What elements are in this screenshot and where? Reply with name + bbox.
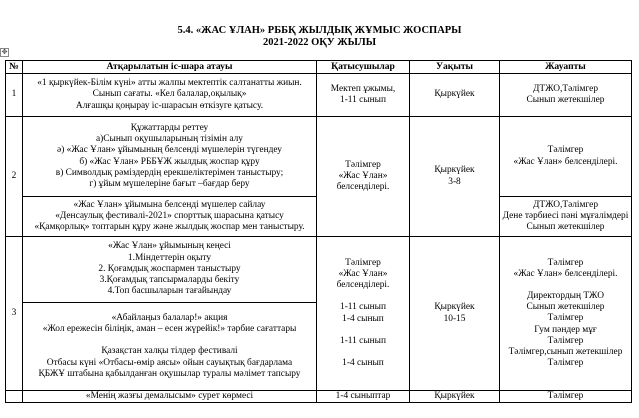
event-line: ҚБЖҰ штабына қабылданған оқушылар туралы мәлімет тапсыру <box>38 368 301 379</box>
responsible-line: Тәлімгер <box>547 335 584 346</box>
header-responsible: Жауапты <box>500 61 632 74</box>
participants-line: «Жас Ұлан» <box>338 268 388 279</box>
event-cell <box>23 74 317 117</box>
participants-line: Мектеп ұжымы, <box>330 83 396 94</box>
event-line: б) «Жас Ұлан» РББҰЖ жылдық жоспар құру <box>79 156 260 167</box>
responsible-line: Тәлімгер <box>547 358 584 369</box>
participants-line: Тәлімгер <box>345 257 381 268</box>
event-line: Қазақстан халқы тілдер фестивалі <box>101 346 238 357</box>
time-cell: Қыркүйек <box>410 391 500 403</box>
participants-line: Тәлімгер <box>345 159 381 170</box>
event-line: «Денсаулық фестивалі-2021» спорттық шарасына қатысу <box>55 210 284 221</box>
table-row <box>6 391 632 403</box>
participants-cell: 1-4 сыныптар <box>317 391 410 403</box>
table-row <box>6 237 632 303</box>
participants-cell <box>317 74 410 117</box>
responsible-line: Сынып жетекшілер <box>526 95 605 105</box>
header-number: № <box>6 61 23 74</box>
responsible-line: Тәлімгер,сынып жетекшілер <box>508 347 623 357</box>
responsible-cell <box>500 117 632 197</box>
event-line: «Қамқорлық» топтарын құру және жылдық жоспар мен таныстыру. <box>34 222 305 233</box>
document-subtitle: 2021-2022 ОҚУ ЖЫЛЫ <box>262 37 377 48</box>
participants-cell <box>317 237 410 391</box>
header-participants: Қатысушылар <box>317 61 410 74</box>
time-line: 3-8 <box>448 176 461 187</box>
row-number: 3 <box>6 237 23 391</box>
event-cell <box>23 197 317 237</box>
table-row <box>6 117 632 197</box>
table-row <box>6 74 632 117</box>
responsible-line: Сынып жетекшілер <box>526 302 605 313</box>
event-cell <box>23 303 317 391</box>
participants-line: 1-11 сынып <box>340 95 386 105</box>
event-cell <box>23 237 317 303</box>
event-line: «1 қыркүйек-Білім күні» атты жалпы мектептік салтанатты жиын. <box>37 78 302 89</box>
event-line: Отбасы күні «Отбасы-өмір аясы» ойын сауықтық бағдарлама <box>46 357 293 368</box>
responsible-cell <box>500 197 632 237</box>
event-cell <box>23 117 317 197</box>
responsible-cell <box>500 237 632 391</box>
header-event: Атқарылатын іс-шара атауы <box>23 61 317 74</box>
responsible-line: Тәлімгер <box>547 313 584 324</box>
event-line: 3.Қоғамдық тапсырмаларды бекіту <box>99 275 240 286</box>
event-line: 1.Міндеттерін оқыту <box>127 252 212 263</box>
time-cell <box>410 237 500 391</box>
participants-line: 1-11 сынып <box>340 335 386 346</box>
event-line: 4.Топ басшыларын тағайындау <box>107 286 232 297</box>
event-line: а)Сынып оқушыларының тізімін алу <box>96 134 243 145</box>
responsible-line: «Жас Ұлан» белсенділері. <box>513 156 618 167</box>
responsible-line: Дене тәрбиесі пәні мұғалімдері <box>502 210 629 221</box>
responsible-cell: Тәлімгер <box>500 391 632 403</box>
event-line: ә) «Жас Ұлан» ұйымының белсенді мүшелерін түгендеу <box>57 145 282 156</box>
participants-line: 1-4 сынып <box>342 358 384 368</box>
participants-line: 1-4 сынып <box>342 313 384 324</box>
responsible-line: Тәлімгер <box>547 257 584 268</box>
responsible-line: ДТЖО,Тәлімгер <box>532 199 599 210</box>
move-handle-icon[interactable]: ✥ <box>1 48 8 56</box>
time-line: Қыркүйек <box>434 165 475 176</box>
participants-line: белсенділері. <box>336 280 390 291</box>
time-cell: Қыркүйек <box>410 74 500 117</box>
header-time: Уақыты <box>410 61 500 74</box>
responsible-cell <box>500 74 632 117</box>
row-number: 2 <box>6 117 23 237</box>
responsible-line: ДТЖО,Тәлімгер <box>532 83 599 94</box>
event-line: 2. Қоғамдық жоспармен таныстыру <box>98 263 241 274</box>
responsible-line: Директордың ТЖО <box>526 290 604 301</box>
time-cell <box>410 117 500 237</box>
participants-cell <box>317 117 410 237</box>
event-line: Сынып сағаты. «Кел балалар,оқылық» <box>92 89 247 100</box>
event-line: «Жас Ұлан» ұйымына белсенді мүшелер сайлау <box>73 199 266 210</box>
plan-table <box>5 60 632 403</box>
responsible-line: Сынып жетекшілер <box>526 222 605 233</box>
responsible-line: Тәлімгер <box>547 145 584 156</box>
responsible-line: Гум пәндер мұғ <box>534 324 597 335</box>
event-line: «Жас Ұлан» ұйымының кеңесі <box>108 241 231 252</box>
event-line: в) Символдық рәміздердің ерекшеліктерімен таныстыру; <box>55 167 284 178</box>
participants-line: 1-11 сынып <box>340 302 386 313</box>
event-cell: «Менің жазғы демалысым» сурет көрмесі <box>23 391 317 403</box>
responsible-line: «Жас Ұлан» белсенділері. <box>513 268 618 279</box>
event-line: г) ұйым мүшелеріне бағыт –бағдар беру <box>89 178 250 189</box>
participants-line: белсенділері. <box>336 182 390 193</box>
event-line: Құжаттарды реттеу <box>130 122 209 133</box>
document-title: 5.4. «ЖАС ҰЛАН» РББҚ ЖЫЛДЫҚ ЖҰМЫС ЖОСПАРЫ <box>177 25 462 36</box>
table-header-row <box>6 61 632 74</box>
time-line: Қыркүйек <box>434 302 475 313</box>
time-line: 10-15 <box>443 313 466 324</box>
row-number: 1 <box>6 74 23 117</box>
participants-line: «Жас Ұлан» <box>338 170 388 181</box>
event-line: «Абайлаңыз балалар!» акция <box>111 312 228 323</box>
event-line: Алғашқы қоңырау іс-шарасын өткізуге қатысу. <box>75 100 264 111</box>
row-number <box>6 391 23 403</box>
event-line: «Жол ережесін біліңік, аман – есен жүрейік!» тәрбие сағаттары <box>42 324 297 335</box>
